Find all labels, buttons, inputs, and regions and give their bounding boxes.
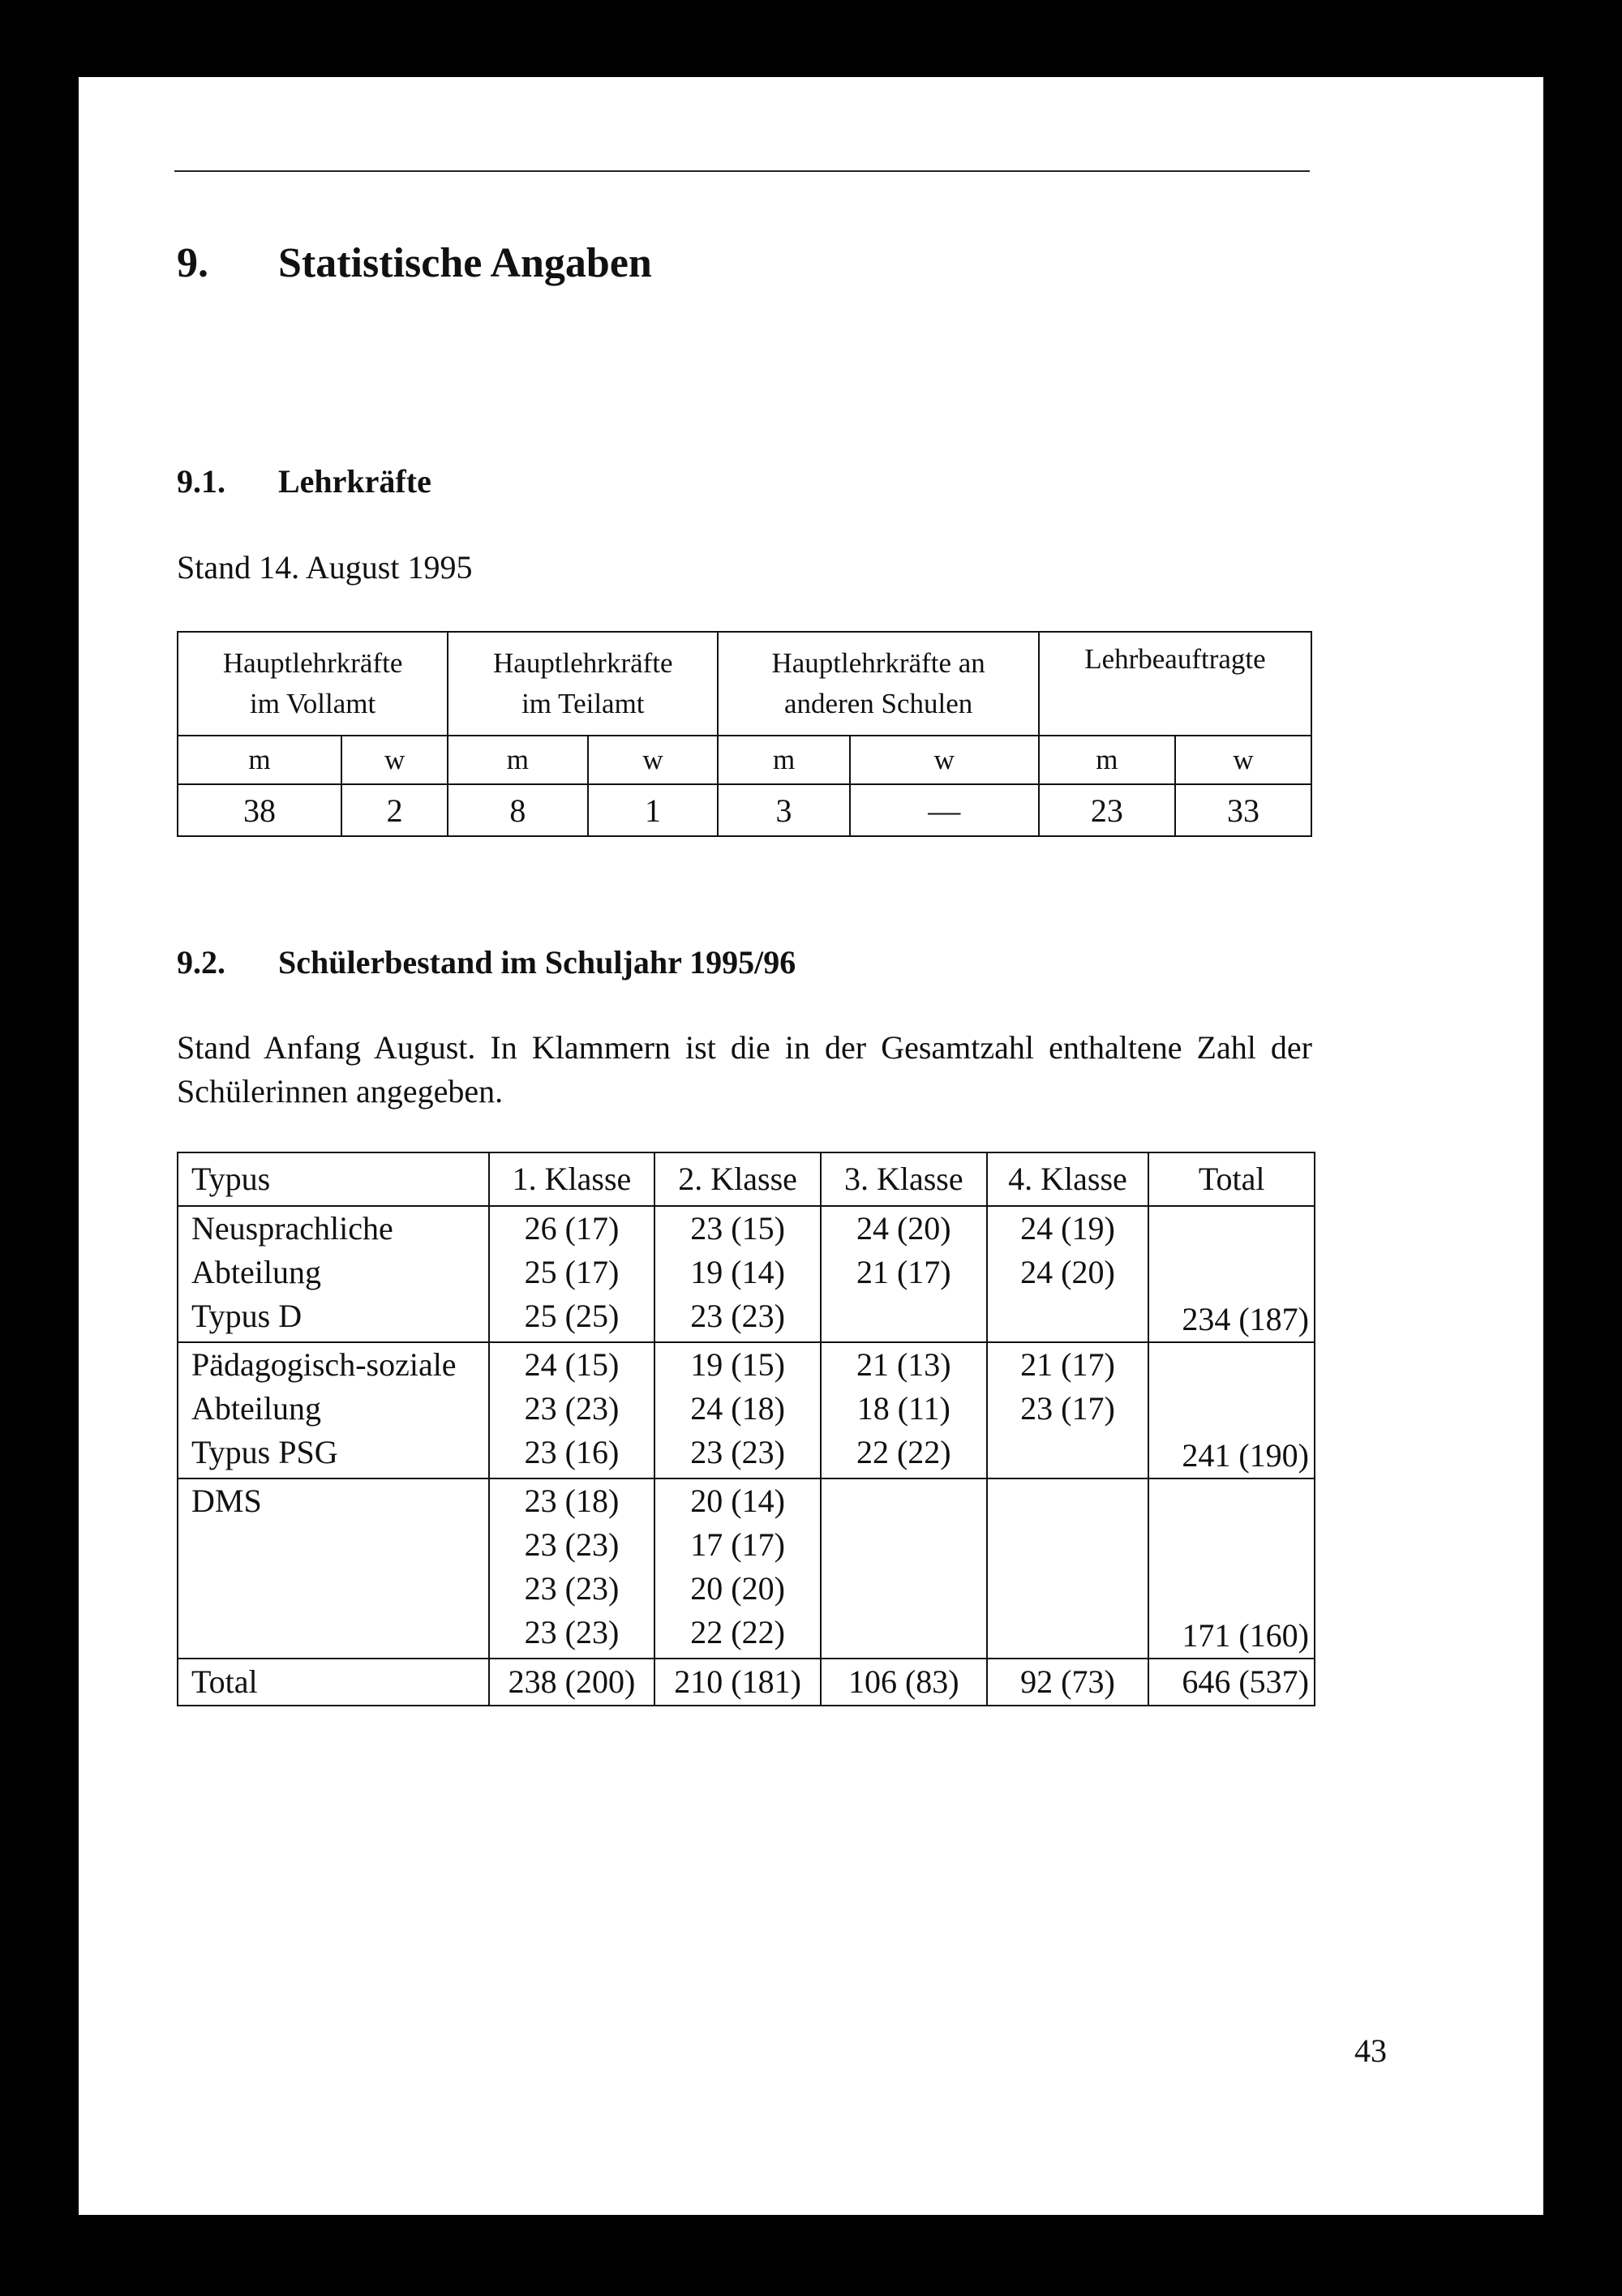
section-number: 9.: [177, 240, 208, 286]
total-value: 646 (537): [1148, 1659, 1315, 1706]
page: [79, 77, 1543, 2215]
total-value: 106 (83): [821, 1659, 987, 1706]
cell-value: 23 (17): [1020, 1390, 1115, 1427]
subsection-number: 9.1.: [177, 463, 225, 500]
students-table: [177, 1152, 1315, 1706]
teacher-count: 2: [341, 784, 448, 836]
students-intro: Stand Anfang August. In Klammern ist die in der Gesamtzahl enthaltene Zahl der Schülerinnen angegeben.: [177, 1029, 1312, 1109]
gender-w: w: [588, 736, 719, 784]
gender-w: w: [341, 736, 448, 784]
col-header-typus: Typus: [178, 1152, 489, 1206]
header-rule: [174, 170, 1310, 172]
cell-value: 22 (22): [856, 1434, 951, 1470]
gender-w: w: [1175, 736, 1311, 784]
typus-line: Typus D: [191, 1298, 303, 1334]
cell-value: 23 (16): [524, 1434, 620, 1470]
total-value: 238 (200): [489, 1659, 655, 1706]
subsection-heading-2: [177, 943, 796, 981]
cell-value: 24 (18): [690, 1390, 785, 1427]
teachers-header-andere: Hauptlehrkräfte an anderen Schulen: [718, 632, 1038, 736]
typus-line: Neusprachliche: [191, 1210, 393, 1247]
cell-value: 26 (17): [524, 1210, 620, 1247]
cell-value: 23 (23): [690, 1434, 785, 1470]
table-row-neusprachliche: [178, 1206, 1315, 1342]
teachers-header-teilamt: Hauptlehrkräfte im Teilamt: [448, 632, 718, 736]
col-header-klasse4: 4. Klasse: [987, 1152, 1149, 1206]
cell-value: 17 (17): [690, 1526, 785, 1563]
subsection-title: Schülerbestand im Schuljahr 1995/96: [278, 944, 796, 981]
gender-m: m: [178, 736, 341, 784]
cell-value: 19 (15): [690, 1346, 785, 1383]
cell-value: 24 (15): [524, 1346, 620, 1383]
teachers-header-lehrbeauftragte: Lehrbeauftragte: [1039, 632, 1311, 736]
cell-value: 23 (18): [524, 1483, 620, 1519]
cell-value: 23 (23): [690, 1298, 785, 1334]
table-row-paedagogisch: [178, 1342, 1315, 1478]
gender-m: m: [448, 736, 587, 784]
subsection-number: 9.2.: [177, 944, 225, 981]
teachers-header-vollamt: Hauptlehrkräfte im Vollamt: [178, 632, 448, 736]
stand-date: Stand 14. August 1995: [177, 549, 473, 586]
cell-value: 24 (20): [856, 1210, 951, 1247]
teacher-count: 23: [1039, 784, 1175, 836]
teacher-count: 3: [718, 784, 849, 836]
cell-value: 23 (23): [524, 1526, 620, 1563]
col-header-klasse2: 2. Klasse: [654, 1152, 821, 1206]
typus-line: Pädagogisch-soziale: [191, 1346, 457, 1383]
gender-w: w: [850, 736, 1039, 784]
cell-value: 25 (17): [524, 1254, 620, 1290]
group-total: 241 (190): [1148, 1342, 1315, 1478]
typus-line: Abteilung: [191, 1254, 321, 1290]
gender-m: m: [718, 736, 849, 784]
cell-value: 24 (20): [1020, 1254, 1115, 1290]
col-header-total: Total: [1148, 1152, 1315, 1206]
teachers-table: [177, 631, 1312, 837]
gender-m: m: [1039, 736, 1175, 784]
col-header-klasse3: 3. Klasse: [821, 1152, 987, 1206]
total-label: Total: [178, 1659, 489, 1706]
typus-line: Abteilung: [191, 1390, 321, 1427]
cell-value: 21 (17): [1020, 1346, 1115, 1383]
subsection-title: Lehrkräfte: [278, 463, 431, 500]
teacher-count: 33: [1175, 784, 1311, 836]
cell-value: 21 (13): [856, 1346, 951, 1383]
cell-value: 23 (23): [524, 1614, 620, 1650]
group-total: 171 (160): [1148, 1478, 1315, 1659]
teacher-count: 1: [588, 784, 719, 836]
subsection-heading-1: [177, 462, 431, 500]
cell-value: 23 (23): [524, 1570, 620, 1607]
cell-value: 22 (22): [690, 1614, 785, 1650]
teacher-count: 38: [178, 784, 341, 836]
cell-value: 23 (23): [524, 1390, 620, 1427]
cell-value: 19 (14): [690, 1254, 785, 1290]
cell-value: 20 (14): [690, 1483, 785, 1519]
teacher-count: 8: [448, 784, 587, 836]
cell-value: 23 (15): [690, 1210, 785, 1247]
table-row-total: [178, 1659, 1315, 1706]
group-total: 234 (187): [1148, 1206, 1315, 1342]
section-heading: [177, 239, 652, 287]
section-title: Statistische Angaben: [278, 240, 652, 286]
cell-value: 21 (17): [856, 1254, 951, 1290]
cell-value: 25 (25): [524, 1298, 620, 1334]
table-row-dms: [178, 1478, 1315, 1659]
cell-value: 24 (19): [1020, 1210, 1115, 1247]
typus-line: DMS: [191, 1483, 262, 1519]
cell-value: 18 (11): [856, 1390, 950, 1427]
page-number: 43: [1354, 2032, 1387, 2069]
teacher-count: —: [850, 784, 1039, 836]
typus-line: Typus PSG: [191, 1434, 338, 1470]
total-value: 210 (181): [654, 1659, 821, 1706]
total-value: 92 (73): [987, 1659, 1149, 1706]
col-header-klasse1: 1. Klasse: [489, 1152, 655, 1206]
cell-value: 20 (20): [690, 1570, 785, 1607]
